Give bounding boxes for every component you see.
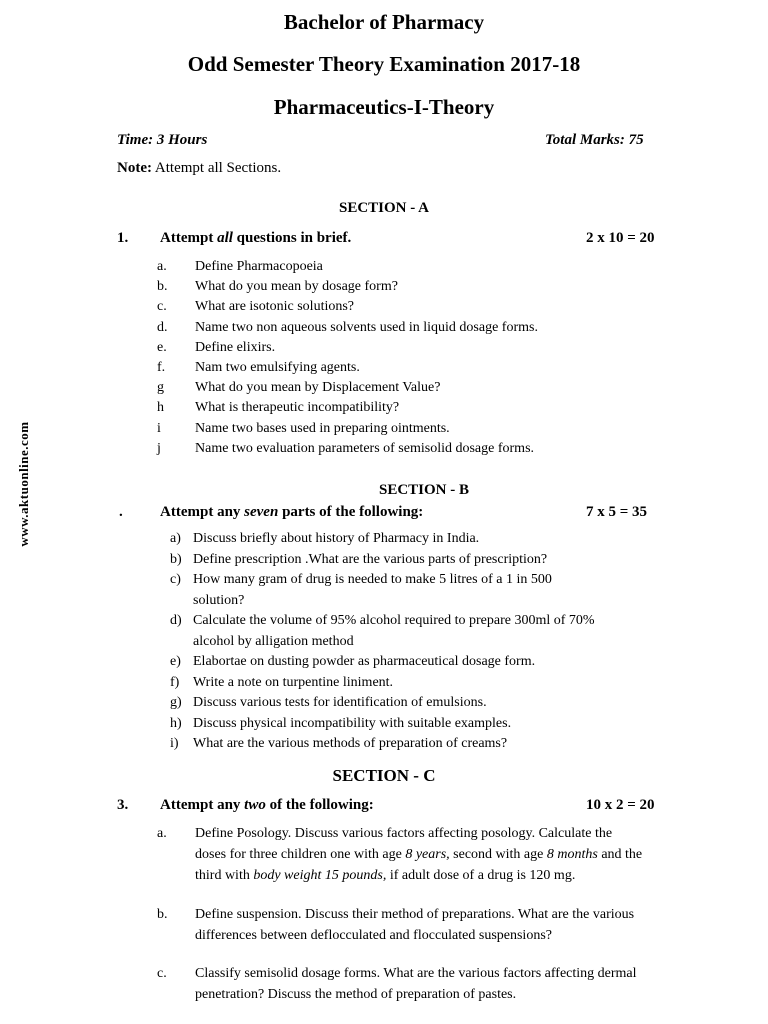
watermark-url: www.aktuonline.com	[16, 421, 31, 547]
section-c-instruction: Attempt any two of the following:	[160, 797, 374, 813]
section-a-item-text: Name two evaluation parameters of semisolid dosage forms.	[195, 440, 535, 456]
section-a-item-label: b.	[157, 279, 168, 295]
q3c-line-2: penetration? Discuss the method of preparation of pastes.	[195, 987, 517, 1002]
section-b-item-text: What are the various methods of preparation of creams?	[193, 736, 508, 751]
section-a-item-text: Name two non aqueous solvents used in liquid dosage forms.	[195, 319, 538, 335]
section-a-item-text: What do you mean by dosage form?	[195, 279, 398, 295]
section-a-item-label: h	[157, 400, 164, 416]
section-b-item-text: Discuss various tests for identification of emulsions.	[193, 695, 487, 710]
section-b-title: SECTION - B	[378, 482, 470, 498]
note-line	[117, 160, 281, 177]
question-2-number: .	[119, 504, 123, 520]
q3c-label: c.	[157, 966, 167, 981]
section-a-item-text: What are isotonic solutions?	[195, 299, 355, 315]
section-a-item-label: c.	[157, 299, 167, 315]
q3b-line-1: Define suspension. Discuss their method of preparations. What are the various	[195, 907, 635, 922]
q3b-label: b.	[157, 907, 168, 922]
q3a-label: a.	[157, 826, 167, 841]
section-a-item-text: What is therapeutic incompatibility?	[195, 400, 400, 416]
section-b-item-label: i)	[170, 736, 179, 751]
q3a-line-2: doses for three children one with age 8 years, second with age 8 months and the	[195, 847, 643, 862]
question-3-number: 3.	[117, 797, 129, 813]
section-b-item-label: c)	[170, 572, 181, 587]
section-b-item-label: h)	[170, 715, 182, 731]
section-b-item-text-continued: solution?	[193, 592, 245, 608]
time-label: Time: 3 Hours	[117, 132, 208, 148]
total-marks: Total Marks: 75	[545, 132, 644, 148]
section-a-item-label: e.	[157, 339, 167, 355]
q3a-line-3: third with body weight 15 pounds, if adult dose of a drug is 120 mg.	[195, 868, 576, 883]
section-b-marks: 7 x 5 = 35	[586, 504, 648, 520]
section-b-item-label: b)	[170, 551, 182, 567]
section-a-item-label: d.	[157, 319, 168, 335]
q3b-line-2: differences between deflocculated and flocculated suspensions?	[195, 928, 552, 943]
section-b-item-text: Write a note on turpentine liniment.	[193, 674, 394, 690]
section-a-instruction: Attempt all questions in brief.	[160, 230, 352, 246]
section-a-title: SECTION - A	[338, 200, 430, 216]
subject-title: Pharmaceutics-I-Theory	[273, 95, 495, 119]
section-b-instruction: Attempt any seven parts of the following:	[160, 504, 424, 520]
note-label: Note:	[117, 160, 152, 176]
question-1-number: 1.	[117, 230, 129, 246]
section-a-item-text: Name two bases used in preparing ointments.	[195, 420, 450, 436]
section-a-item-label: j	[157, 440, 161, 456]
section-c-title: SECTION - C	[332, 766, 436, 785]
section-a-item-text: Define Pharmacopoeia	[195, 259, 323, 274]
section-a-item-text: What do you mean by Displacement Value?	[195, 380, 441, 396]
section-b-item-text-continued: alcohol by alligation method	[193, 633, 354, 649]
section-a-item-label: i	[157, 420, 161, 436]
section-b-item-label: a)	[170, 531, 181, 546]
section-b-item-text: Calculate the volume of 95% alcohol required to prepare 300ml of 70%	[193, 613, 595, 628]
section-b-item-text: Elabortae on dusting powder as pharmaceutical dosage form.	[193, 654, 536, 669]
degree-title: Bachelor of Pharmacy	[283, 10, 485, 34]
q3a-line-1: Define Posology. Discuss various factors affecting posology. Calculate the	[195, 826, 613, 841]
section-b-item-text: Discuss briefly about history of Pharmacy in India.	[193, 531, 480, 546]
section-b-item-text: Discuss physical incompatibility with suitable examples.	[193, 715, 512, 731]
section-c-marks: 10 x 2 = 20	[586, 797, 655, 813]
section-a-item-label: f.	[157, 360, 166, 375]
note-text: Attempt all Sections.	[151, 160, 282, 176]
section-b-item-text: Define prescription .What are the various parts of prescription?	[193, 551, 548, 567]
section-a-item-text: Define elixirs.	[195, 339, 276, 355]
section-b-item-label: e)	[170, 654, 181, 669]
section-b-item-label: d)	[170, 613, 182, 628]
section-a-marks: 2 x 10 = 20	[586, 230, 655, 246]
exam-title: Odd Semester Theory Examination 2017-18	[187, 52, 581, 76]
section-a-item-label: a.	[157, 259, 167, 274]
section-b-item-label: f)	[170, 674, 180, 690]
q3c-line-1: Classify semisolid dosage forms. What are the various factors affecting dermal	[195, 966, 637, 981]
section-b-item-label: g)	[170, 695, 182, 710]
section-a-item-label: g	[157, 380, 164, 396]
section-a-item-text: Nam two emulsifying agents.	[195, 360, 360, 375]
section-b-item-text: How many gram of drug is needed to make 5 litres of a 1 in 500	[193, 572, 552, 587]
